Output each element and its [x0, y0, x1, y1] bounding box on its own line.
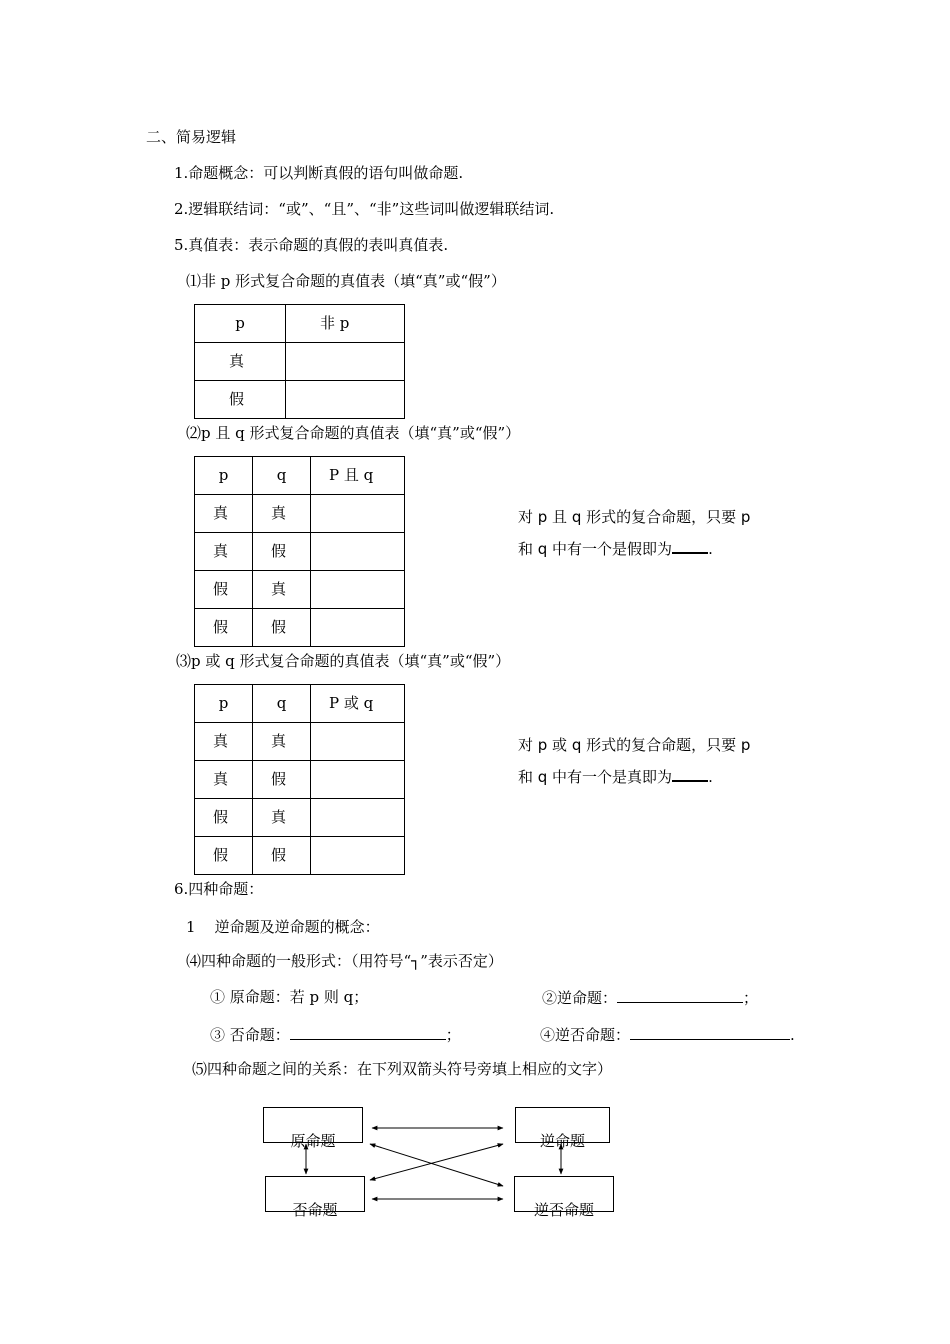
- arrow-inverse-converse[interactable]: [370, 1144, 503, 1180]
- table3-cell: 假: [195, 799, 253, 837]
- table2-cell: 假: [195, 571, 253, 609]
- box-inverse: [265, 1176, 365, 1219]
- table3-header-p-or-q: P 或 q: [311, 685, 405, 723]
- table3-cell: 真: [195, 761, 253, 799]
- table2-cell: 真: [195, 533, 253, 571]
- table3-caption: ⑶p 或 q 形式复合命题的真值表（填“真”或“假”）: [176, 652, 511, 670]
- table2-header-p-and-q: P 且 q: [311, 457, 405, 495]
- sub-item-5: ⑸四种命题之间的关系：在下列双箭头符号旁填上相应的文字）: [192, 1060, 613, 1078]
- table1-header-p: p: [195, 305, 286, 343]
- table1-cell: 假: [195, 381, 286, 419]
- item-6: 6.四种命题：: [174, 880, 264, 898]
- box-converse-label: 逆命题: [539, 1132, 585, 1150]
- form-converse-end: ；: [743, 989, 759, 1007]
- table3-cell: 真: [195, 723, 253, 761]
- table2-header-p: p: [195, 457, 253, 495]
- box-converse: [515, 1107, 610, 1150]
- table2-note-text: 和 q 中有一个是假即为: [518, 540, 673, 558]
- item-2: 2.逻辑联结词：“或”、“且”、“非”这些词叫做逻辑联结词.: [174, 200, 555, 218]
- box-inverse-label: 否命题: [292, 1201, 338, 1219]
- section-title: 二、简易逻辑: [146, 128, 237, 146]
- table3-header-p: p: [195, 685, 253, 723]
- box-original-label: 原命题: [290, 1132, 336, 1150]
- table3-cell: 假: [195, 837, 253, 875]
- form-contrapositive-end: .: [790, 1026, 795, 1044]
- table2-cell: 假: [253, 533, 311, 571]
- table3-note-line1: 对 p 或 q 形式的复合命题，只要 p: [518, 736, 751, 754]
- form-inverse-label: ③ 否命题：: [210, 1026, 290, 1044]
- table3-cell: 假: [253, 837, 311, 875]
- table2-note-line1: 对 p 且 q 形式的复合命题，只要 p: [518, 508, 751, 526]
- sub-item-1: 1 逆命题及逆命题的概念：: [186, 918, 380, 936]
- table3-cell: 真: [253, 723, 311, 761]
- table2-cell: 假: [253, 609, 311, 647]
- table1-caption: ⑴非 p 形式复合命题的真值表（填“真”或“假”）: [186, 272, 506, 290]
- table2-note-end: .: [708, 540, 713, 558]
- arrow-original-contrapositive[interactable]: [370, 1144, 503, 1186]
- table1-cell: 真: [195, 343, 286, 381]
- box-original: [263, 1107, 363, 1150]
- table2-cell: 真: [253, 571, 311, 609]
- table3-header-q: q: [253, 685, 311, 723]
- form-original: ① 原命题：若 p 则 q；: [210, 988, 369, 1006]
- form-contrapositive-label: ④逆否命题：: [540, 1026, 631, 1044]
- table3-cell: 假: [253, 761, 311, 799]
- table2-caption: ⑵p 且 q 形式复合命题的真值表（填“真”或“假”）: [186, 424, 521, 442]
- sub-item-4: ⑷四种命题的一般形式：（用符号“┐”表示否定）: [186, 952, 503, 970]
- item-1: 1.命题概念：可以判断真假的语句叫做命题.: [174, 164, 464, 182]
- form-converse-label: ②逆命题：: [542, 989, 618, 1007]
- table3-cell: 真: [253, 799, 311, 837]
- table3-note-end: .: [708, 768, 713, 786]
- table2-cell: 假: [195, 609, 253, 647]
- item-5: 5.真值表：表示命题的真假的表叫真值表.: [174, 236, 449, 254]
- table1-header-not-p: 非 p: [286, 305, 405, 343]
- table2-cell: 真: [195, 495, 253, 533]
- table2-header-q: q: [253, 457, 311, 495]
- box-contrapositive-label: 逆否命题: [533, 1201, 594, 1219]
- table3-note-text: 和 q 中有一个是真即为: [518, 768, 673, 786]
- box-contrapositive: [514, 1176, 614, 1219]
- form-inverse-end: ；: [445, 1026, 461, 1044]
- table2-cell: 真: [253, 495, 311, 533]
